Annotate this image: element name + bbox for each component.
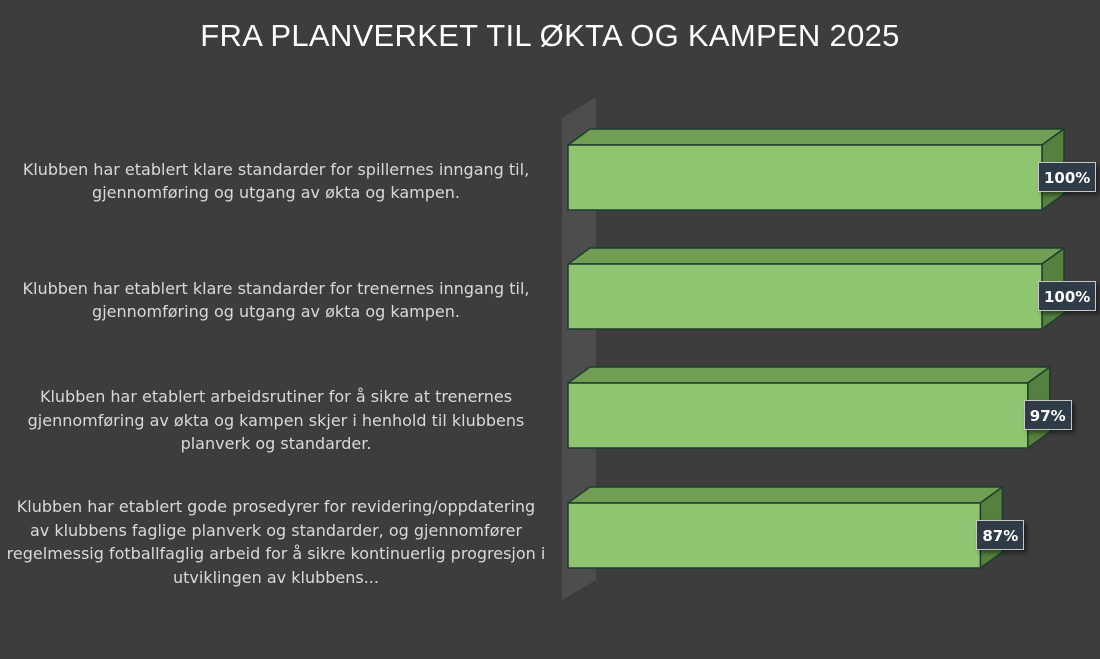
category-label: Klubben har etablert gode prosedyrer for revidering/oppdatering av klubbens faglige planverk og standarder, og gjennomfører regelmessig fotballfaglig arbeid for å sikre kontinuerlig progresjon i utviklingen av klubbens... bbox=[6, 497, 546, 587]
bar-top-face bbox=[568, 367, 1050, 383]
bar bbox=[568, 145, 1042, 210]
data-label: 100% bbox=[1038, 162, 1096, 192]
data-label: 100% bbox=[1038, 281, 1096, 311]
bar bbox=[568, 383, 1028, 448]
bar-top-face bbox=[568, 487, 1002, 503]
bar bbox=[568, 264, 1042, 329]
category-label: Klubben har etablert klare standarder for spillernes inngang til, gjennomføring og utgang av økta og kampen. bbox=[22, 159, 530, 202]
chart-title: FRA PLANVERKET TIL ØKTA OG KAMPEN 2025 bbox=[200, 18, 900, 53]
category-label: Klubben har etablert arbeidsrutiner for å sikre at trenernes gjennomføring av økta og kampen skjer i henhold til klubbens planverk og standarder. bbox=[27, 387, 525, 454]
data-label: 97% bbox=[1024, 400, 1072, 430]
data-label: 87% bbox=[976, 520, 1024, 550]
bar bbox=[568, 503, 980, 568]
category-label: Klubben har etablert klare standarder for trenernes inngang til, gjennomføring og utgang av økta og kampen. bbox=[22, 278, 530, 321]
bar-top-face bbox=[568, 129, 1064, 145]
bar-top-face bbox=[568, 248, 1064, 264]
